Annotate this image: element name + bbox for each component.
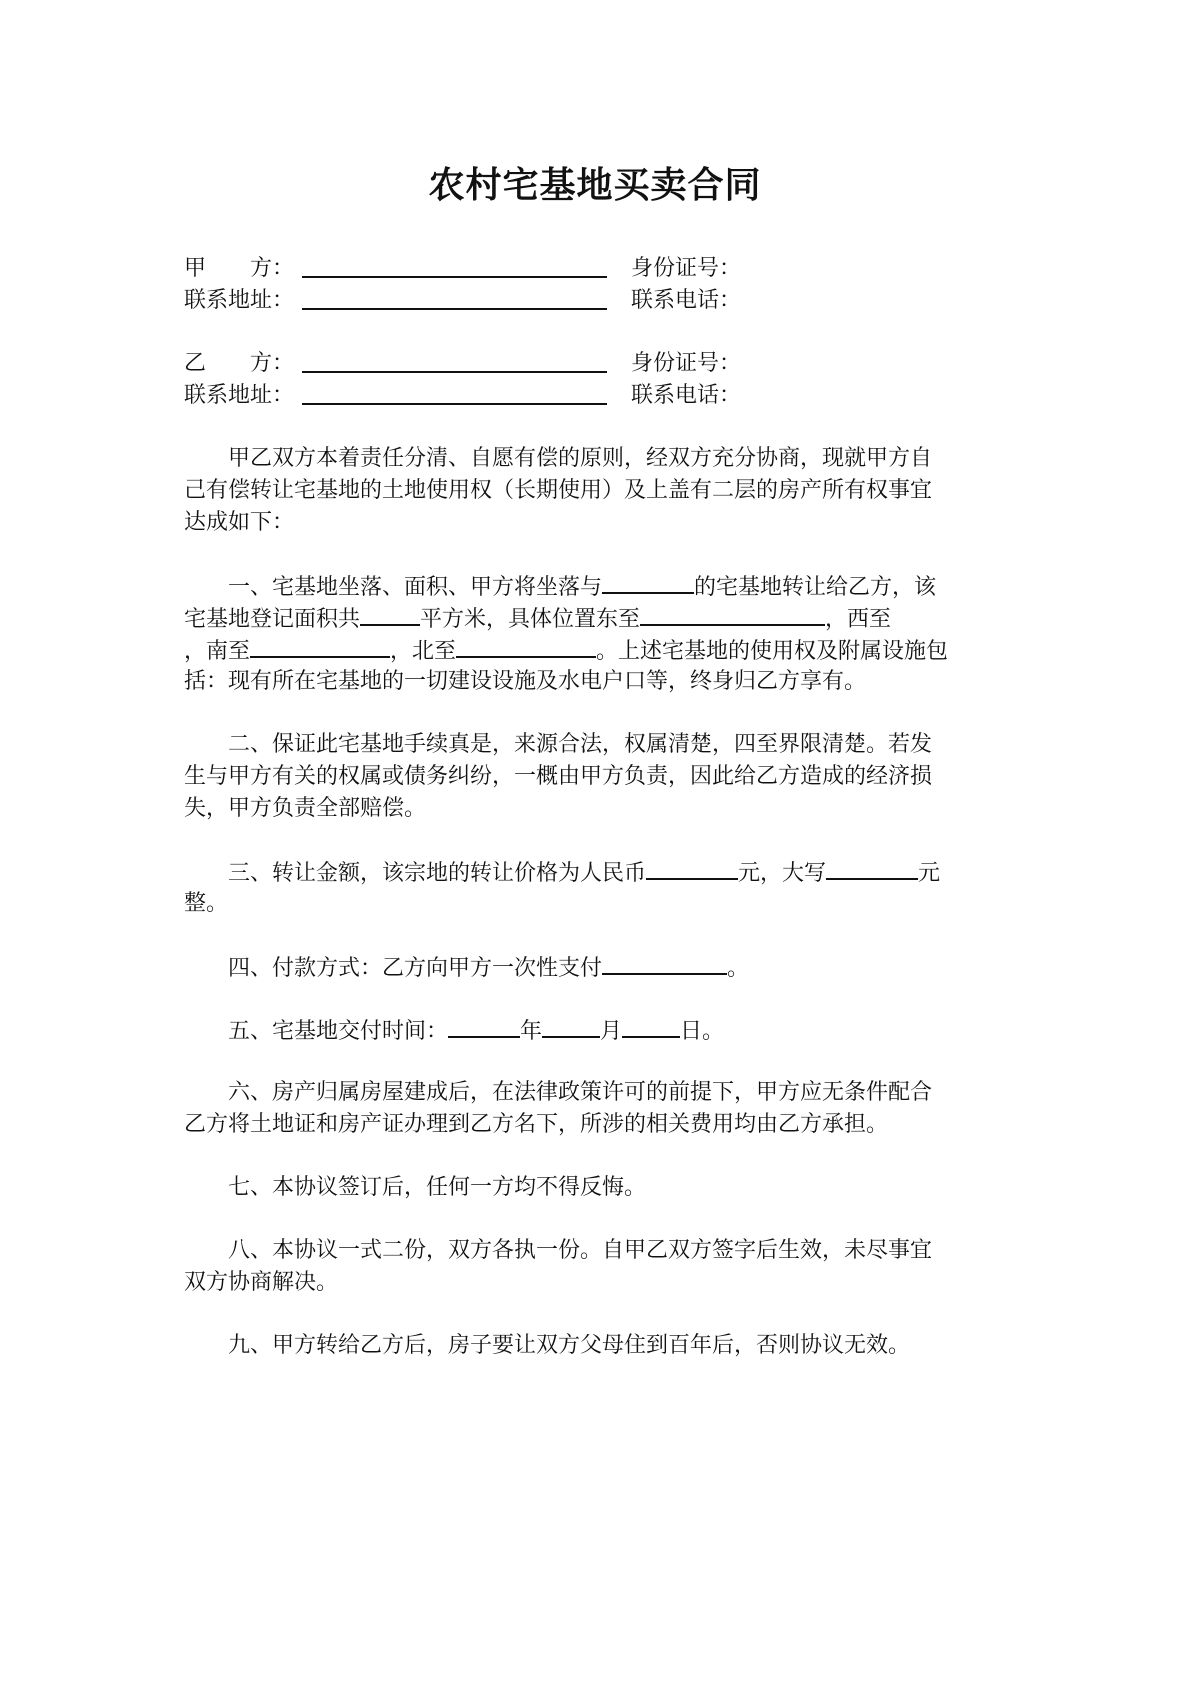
party-a-phone-label: 联系电话： [631, 288, 742, 313]
clause-1-text-e: ，西至 [825, 607, 892, 632]
party-a-address-label: 联系地址： [184, 288, 295, 313]
clause-5-day-label: 日。 [680, 1019, 725, 1044]
clause-2-line-3: 失，甲方负责全部赔偿。 [184, 796, 427, 821]
clause-1-text-g: ，北至 [390, 639, 457, 664]
clause-5-month-blank [542, 1014, 600, 1038]
clause-1-location-blank [602, 570, 694, 594]
clause-1-text-d: 平方米，具体位置东至 [420, 607, 641, 632]
intro-line-1: 甲乙双方本着责任分清、自愿有偿的原则，经双方充分协商，现就甲方自 [184, 446, 933, 471]
clause-8-line-1: 八、本协议一式二份，双方各执一份。自甲乙双方签字后生效，未尽事宜 [184, 1238, 933, 1263]
clause-4-text-b: 。 [727, 956, 750, 981]
party-a-name-blank [302, 276, 607, 278]
clause-1-east-blank [640, 602, 825, 626]
intro-line-2: 己有偿转让宅基地的土地使用权（长期使用）及上盖有二层的房产所有权事宜 [184, 478, 933, 503]
clause-1-text-c: 宅基地登记面积共 [184, 607, 361, 632]
party-b-address-label: 联系地址： [184, 383, 295, 408]
intro-line-3: 达成如下： [184, 510, 295, 535]
clause-1-line-1 [184, 570, 1016, 604]
clause-5-line [184, 1014, 1016, 1048]
clause-1-line-2 [184, 602, 1016, 636]
clause-3-line-1 [184, 856, 1016, 890]
party-a-address-row [184, 285, 1024, 317]
clause-5-year-blank [448, 1014, 520, 1038]
clause-5-year-label: 年 [520, 1019, 543, 1044]
clause-5-month-label: 月 [600, 1019, 623, 1044]
clause-3-text-a: 三、转让金额，该宗地的转让价格为人民币 [184, 861, 647, 886]
clause-3-amount-words-blank [826, 856, 918, 880]
clause-7-line-1: 七、本协议签订后，任何一方均不得反悔。 [184, 1175, 647, 1200]
party-b-name-blank [302, 371, 607, 373]
clause-6-line-2: 乙方将土地证和房产证办理到乙方名下，所涉的相关费用均由乙方承担。 [184, 1112, 889, 1137]
clause-2-line-2: 生与甲方有关的权属或债务纠纷，一概由甲方负责，因此给乙方造成的经济损 [184, 764, 933, 789]
clause-1-south-blank [250, 634, 390, 658]
clause-4-text-a: 四、付款方式：乙方向甲方一次性支付 [184, 956, 603, 981]
party-b-address-row [184, 380, 1024, 412]
clause-1-text-a: 一、宅基地坐落、面积、甲方将坐落与 [184, 575, 603, 600]
party-b-phone-label: 联系电话： [631, 383, 742, 408]
clause-3-text-c: 元 [918, 861, 941, 886]
clause-3-text-b: 元，大写 [738, 861, 827, 886]
party-b-name-row [184, 348, 1024, 380]
clause-5-day-blank [622, 1014, 680, 1038]
clause-2-line-1: 二、保证此宅基地手续真是，来源合法，权属清楚，四至界限清楚。若发 [184, 732, 933, 757]
clause-4-payment-blank [602, 951, 727, 975]
clause-5-text-a: 五、宅基地交付时间： [184, 1019, 449, 1044]
clause-3-amount-blank [646, 856, 738, 880]
party-b-address-blank [302, 403, 607, 405]
clause-3-line-2: 整。 [184, 891, 229, 916]
clause-4-line [184, 951, 1016, 985]
clause-1-area-blank [360, 602, 420, 626]
clause-1-text-f: ，南至 [184, 639, 251, 664]
party-a-id-label: 身份证号： [631, 256, 742, 281]
clause-1-text-h: 。上述宅基地的使用权及附属设施包 [596, 639, 949, 664]
party-a-name-label: 甲 方： [184, 256, 295, 281]
clause-8-line-2: 双方协商解决。 [184, 1270, 339, 1295]
clause-9-line-1: 九、甲方转给乙方后，房子要让双方父母住到百年后，否则协议无效。 [184, 1333, 911, 1358]
party-b-id-label: 身份证号： [631, 351, 742, 376]
clause-1-text-b: 的宅基地转让给乙方，该 [694, 575, 937, 600]
party-a-address-blank [302, 308, 607, 310]
party-b-name-label: 乙 方： [184, 351, 295, 376]
clause-6-line-1: 六、房产归属房屋建成后，在法律政策许可的前提下，甲方应无条件配合 [184, 1080, 933, 1105]
clause-1-line-4: 括：现有所在宅基地的一切建设设施及水电户口等，终身归乙方享有。 [184, 669, 867, 694]
party-a-name-row [184, 253, 1024, 285]
document-title: 农村宅基地买卖合同 [428, 165, 762, 206]
clause-1-north-blank [456, 634, 596, 658]
clause-1-line-3 [184, 634, 1016, 668]
